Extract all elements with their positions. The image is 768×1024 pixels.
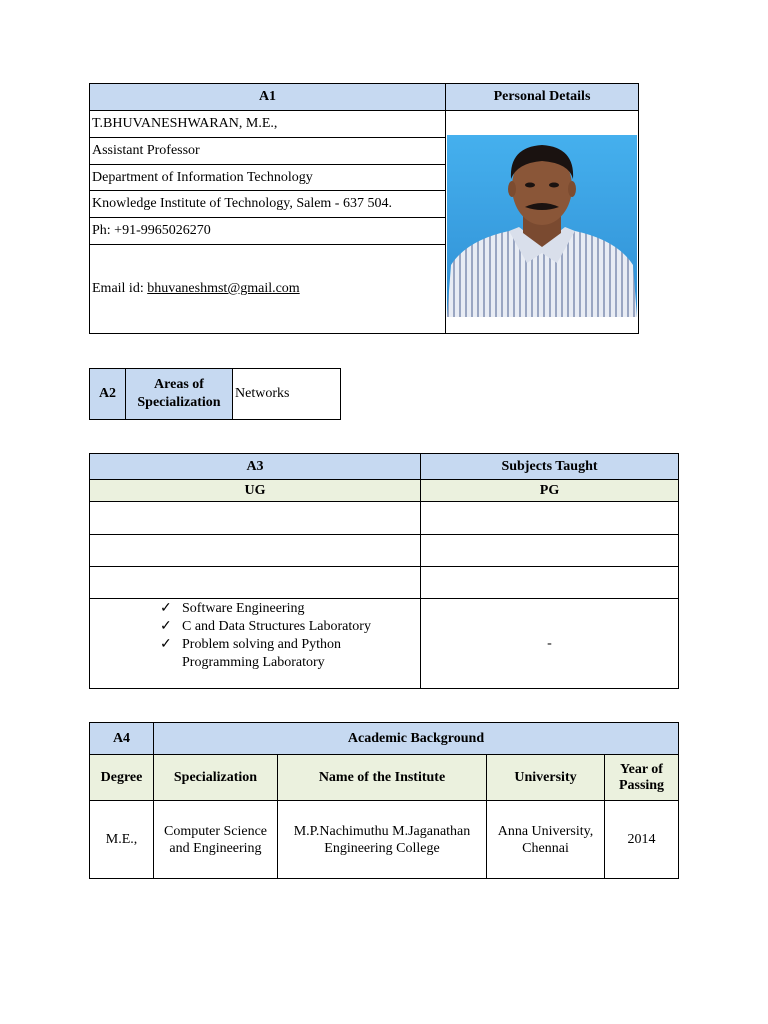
ug-subject-list	[92, 600, 418, 672]
email-link[interactable]: bhuvaneshmst@gmail.com	[147, 281, 300, 296]
check-icon: ✓	[160, 637, 172, 652]
a1-heading: Personal Details	[446, 84, 639, 111]
check-icon: ✓	[160, 619, 172, 634]
table-row	[90, 801, 679, 879]
faculty-institute: Knowledge Institute of Technology, Salem - 637 504.	[90, 191, 446, 218]
cell-university: Anna University, Chennai	[487, 801, 605, 879]
col-header-institute: Name of the Institute	[278, 755, 487, 801]
a4-heading: Academic Background	[154, 723, 679, 755]
a1-code: A1	[90, 84, 446, 111]
cell-degree: M.E.,	[90, 801, 154, 879]
col-header-university: University	[487, 755, 605, 801]
a2-label: Areas of Specialization	[126, 369, 233, 420]
faculty-email-cell	[90, 245, 446, 334]
academic-background-table	[89, 722, 679, 879]
a2-code: A2	[90, 369, 126, 420]
cell-year: 2014	[605, 801, 679, 879]
faculty-phone: Ph: +91-9965026270	[90, 218, 446, 245]
faculty-department: Department of Information Technology	[90, 165, 446, 191]
list-item: ✓ Software Engineering	[160, 601, 305, 616]
list-item: ✓ Problem solving and Python Programming Laboratory	[160, 637, 342, 670]
cell-institute: M.P.Nachimuthu M.Jaganathan Engineering College	[278, 801, 487, 879]
pg-subjects-cell: -	[421, 599, 679, 689]
pg-empty-cell	[421, 535, 679, 567]
specialization-table	[89, 368, 341, 420]
a2-value: Networks	[233, 369, 341, 420]
faculty-designation: Assistant Professor	[90, 138, 446, 165]
a3-code: A3	[90, 454, 421, 480]
ug-empty-cell	[90, 567, 421, 599]
photo-cell	[446, 111, 639, 334]
col-header-degree: Degree	[90, 755, 154, 801]
pg-empty-cell	[421, 567, 679, 599]
email-label: Email id:	[92, 281, 148, 296]
personal-details-table	[89, 83, 639, 334]
faculty-name: T.BHUVANESHWARAN, M.E.,	[90, 111, 446, 138]
list-item: ✓ C and Data Structures Laboratory	[160, 619, 371, 634]
ug-label: UG	[90, 480, 421, 502]
subjects-taught-table	[89, 453, 679, 689]
col-header-specialization: Specialization	[154, 755, 278, 801]
ug-empty-cell	[90, 502, 421, 535]
pg-label: PG	[421, 480, 679, 502]
profile-photo	[447, 135, 637, 317]
a3-heading: Subjects Taught	[421, 454, 679, 480]
pg-empty-cell	[421, 502, 679, 535]
check-icon: ✓	[160, 601, 172, 616]
a4-code: A4	[90, 723, 154, 755]
ug-subjects-cell	[90, 599, 421, 689]
col-header-year: Year of Passing	[605, 755, 679, 801]
ug-empty-cell	[90, 535, 421, 567]
cell-specialization: Computer Science and Engineering	[154, 801, 278, 879]
